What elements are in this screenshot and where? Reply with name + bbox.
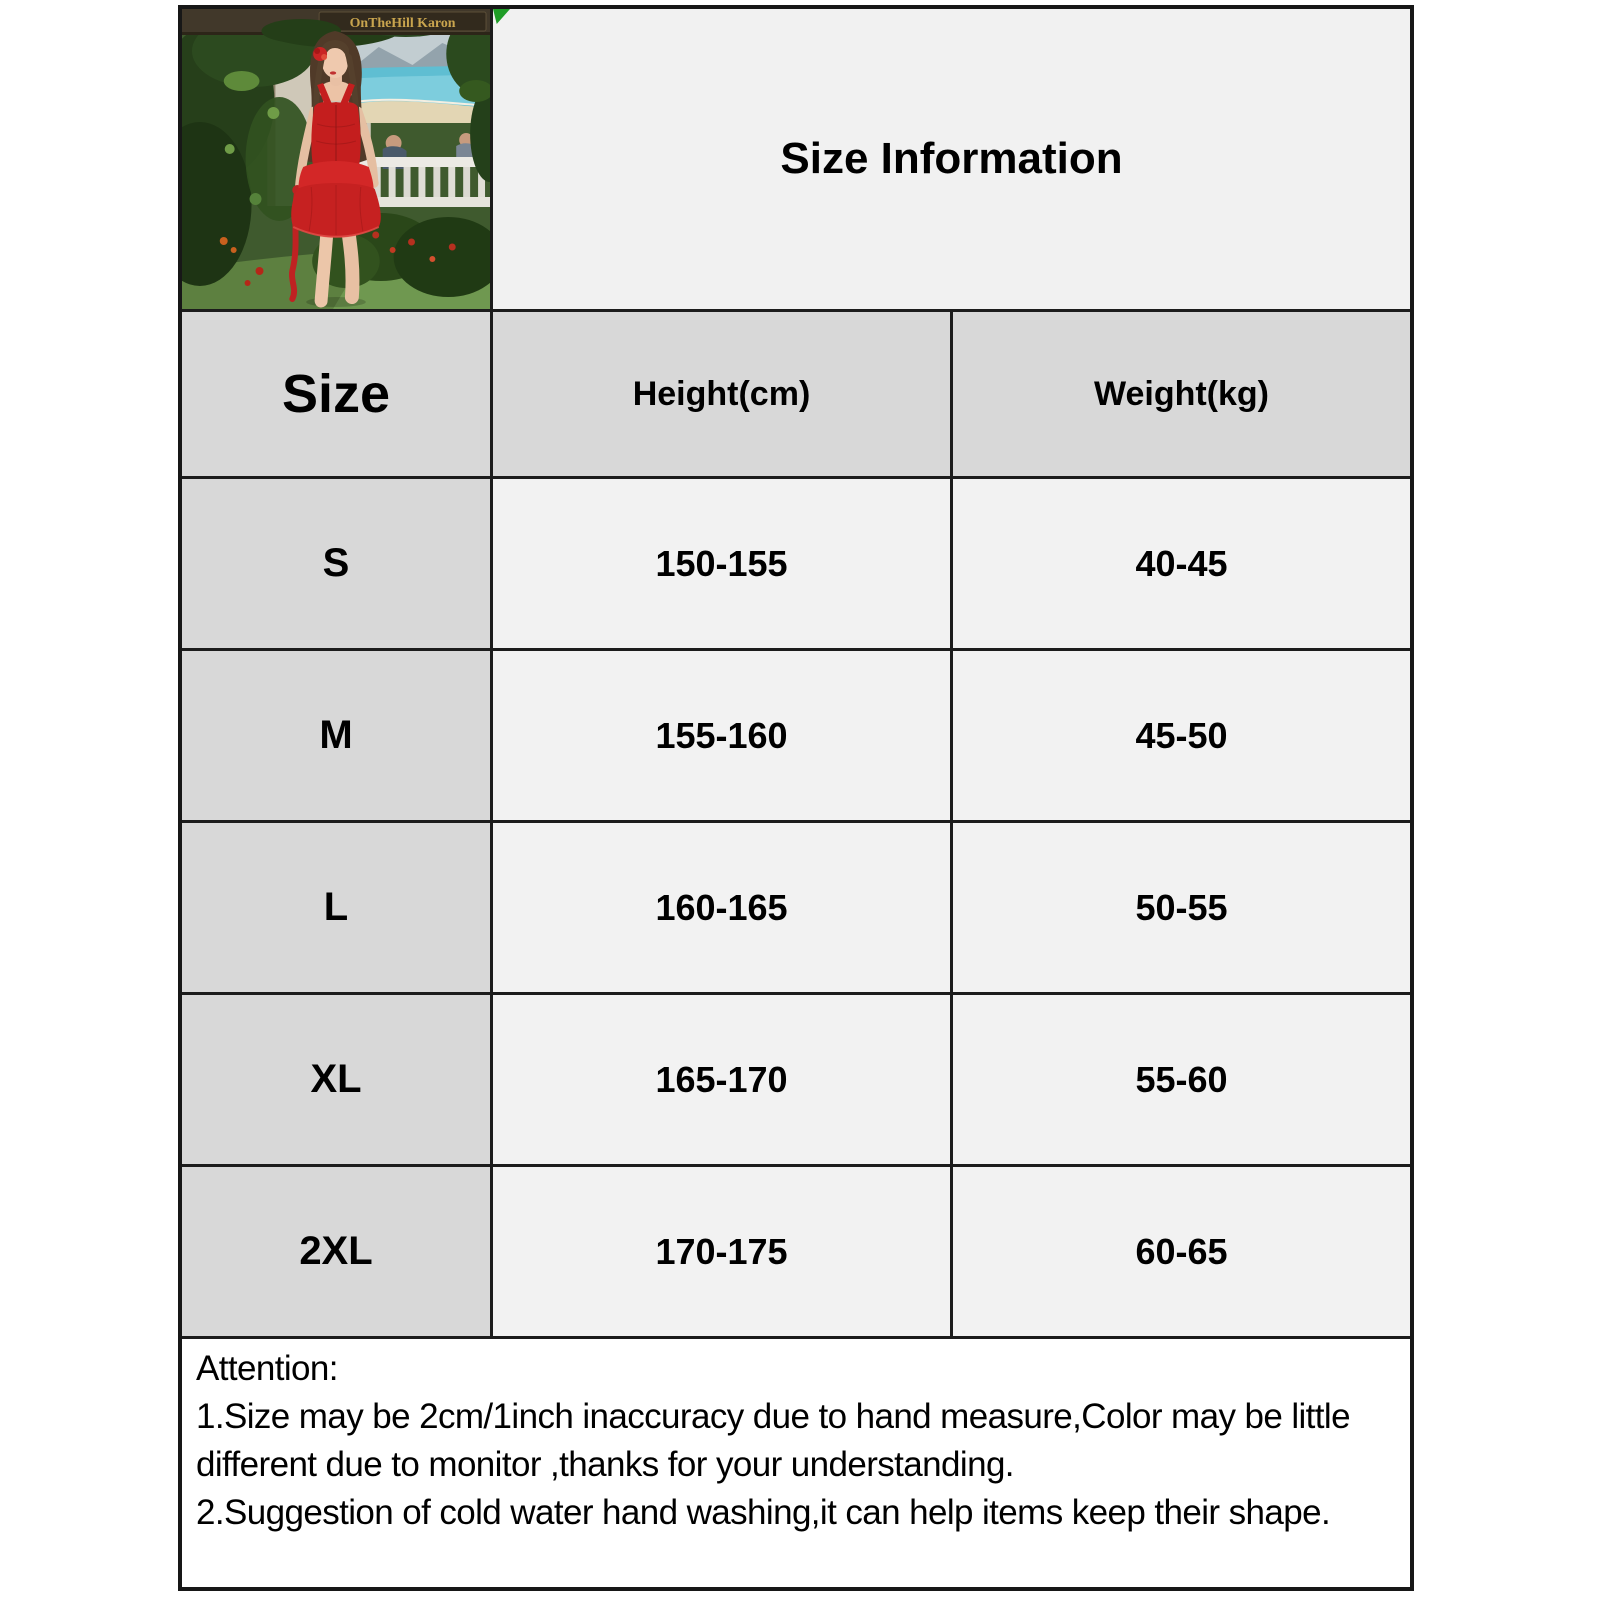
size-label-xl: XL bbox=[182, 995, 490, 1164]
weight-value-l: 50-55 bbox=[953, 823, 1410, 992]
column-header-height: Height(cm) bbox=[493, 312, 950, 476]
size-info-sheet bbox=[178, 5, 1414, 1591]
weight-value-s: 40-45 bbox=[953, 479, 1410, 648]
weight-value-2xl: 60-65 bbox=[953, 1167, 1410, 1336]
product-photo-illustration bbox=[182, 9, 490, 309]
column-header-weight: Weight(kg) bbox=[953, 312, 1410, 476]
green-corner-marker bbox=[493, 9, 510, 24]
height-value-m: 155-160 bbox=[493, 651, 950, 820]
attention-note-1: 1.Size may be 2cm/1inch inaccuracy due to hand measure,Color may be little different due to monitor ,thanks for your understanding. bbox=[196, 1396, 1350, 1484]
size-label-l: L bbox=[182, 823, 490, 992]
height-value-xl: 165-170 bbox=[493, 995, 950, 1164]
attention-note bbox=[182, 1339, 1410, 1587]
product-photo bbox=[182, 9, 490, 309]
height-value-s: 150-155 bbox=[493, 479, 950, 648]
height-value-l: 160-165 bbox=[493, 823, 950, 992]
column-header-size: Size bbox=[182, 312, 490, 476]
weight-value-xl: 55-60 bbox=[953, 995, 1410, 1164]
size-label-s: S bbox=[182, 479, 490, 648]
title-cell bbox=[493, 9, 1410, 309]
page-title: Size Information bbox=[780, 134, 1123, 183]
weight-value-m: 45-50 bbox=[953, 651, 1410, 820]
size-label-2xl: 2XL bbox=[182, 1167, 490, 1336]
photo-sign-text: OnTheHill Karon bbox=[349, 15, 456, 32]
height-value-2xl: 170-175 bbox=[493, 1167, 950, 1336]
attention-heading: Attention: bbox=[196, 1349, 338, 1388]
attention-note-2: 2.Suggestion of cold water hand washing,it can help items keep their shape. bbox=[196, 1492, 1331, 1532]
size-label-m: M bbox=[182, 651, 490, 820]
